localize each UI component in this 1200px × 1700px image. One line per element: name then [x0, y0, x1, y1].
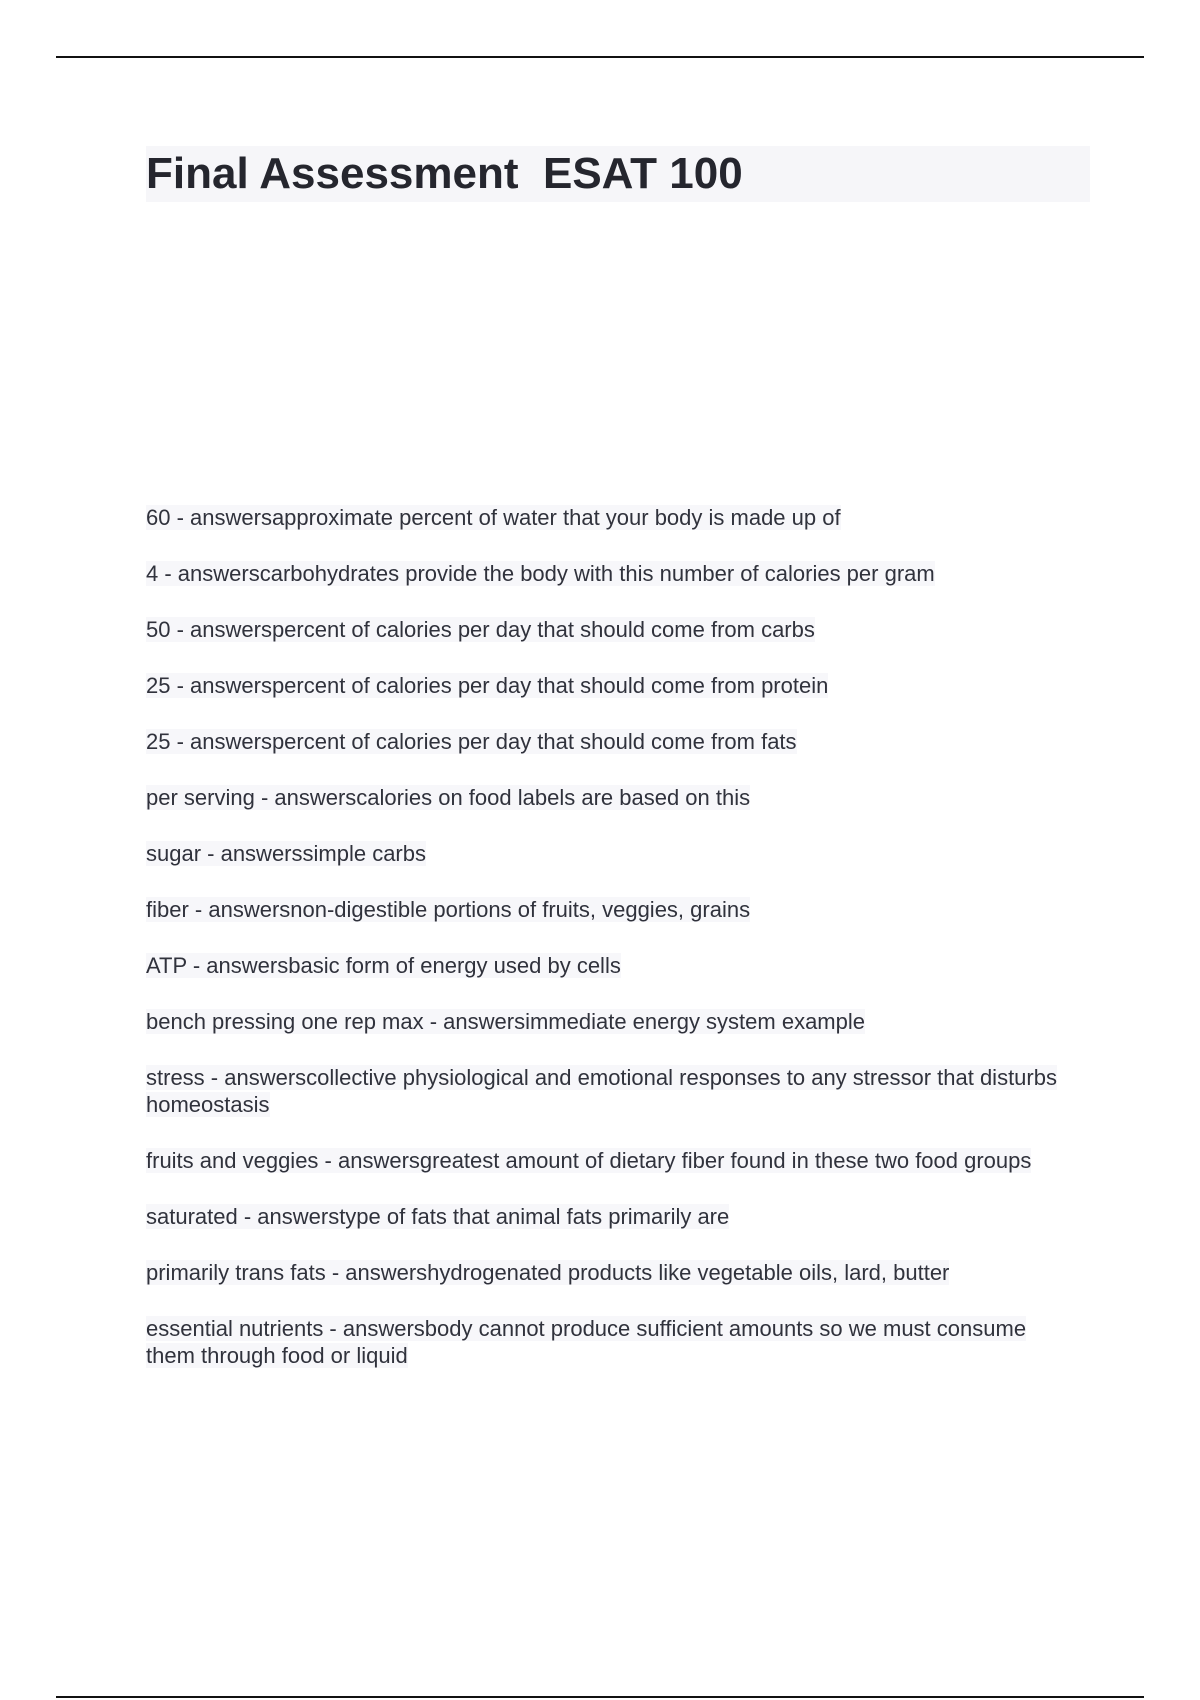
list-item: [146, 952, 1076, 979]
top-rule: [56, 56, 1144, 58]
list-item: [146, 616, 1076, 643]
list-item: [146, 504, 1076, 531]
page-title: Final Assessment ESAT 100: [146, 149, 743, 198]
qa-text: primarily trans fats - answershydrogenated products like vegetable oils, lard, butter: [146, 1260, 950, 1285]
qa-text: 4 - answerscarbohydrates provide the body with this number of calories per gram: [146, 561, 935, 586]
list-item: [146, 1203, 1076, 1230]
qa-text: fruits and veggies - answersgreatest amount of dietary fiber found in these two food groups: [146, 1148, 1032, 1173]
list-item: [146, 672, 1076, 699]
list-item: [146, 1259, 1076, 1286]
list-item: [146, 1064, 1076, 1118]
qa-text: 60 - answersapproximate percent of water that your body is made up of: [146, 505, 841, 530]
list-item: [146, 728, 1076, 755]
qa-text: essential nutrients - answersbody cannot produce sufficient amounts so we must consume them through food or liquid: [146, 1316, 1027, 1368]
qa-list: [146, 504, 1076, 1398]
qa-text: fiber - answersnon-digestible portions of fruits, veggies, grains: [146, 897, 751, 922]
list-item: [146, 896, 1076, 923]
list-item: [146, 840, 1076, 867]
qa-text: ATP - answersbasic form of energy used by cells: [146, 953, 621, 978]
qa-text: stress - answerscollective physiological and emotional responses to any stressor that disturbs homeostasis: [146, 1065, 1057, 1117]
qa-text: 25 - answerspercent of calories per day that should come from protein: [146, 673, 829, 698]
list-item: [146, 560, 1076, 587]
qa-text: 25 - answerspercent of calories per day that should come from fats: [146, 729, 797, 754]
list-item: [146, 784, 1076, 811]
qa-text: bench pressing one rep max - answersimmediate energy system example: [146, 1009, 865, 1034]
bottom-rule: [56, 1696, 1144, 1698]
qa-text: saturated - answerstype of fats that animal fats primarily are: [146, 1204, 730, 1229]
qa-text: 50 - answerspercent of calories per day that should come from carbs: [146, 617, 815, 642]
list-item: [146, 1315, 1076, 1369]
list-item: [146, 1147, 1076, 1174]
list-item: [146, 1008, 1076, 1035]
qa-text: per serving - answerscalories on food labels are based on this: [146, 785, 751, 810]
qa-text: sugar - answerssimple carbs: [146, 841, 426, 866]
